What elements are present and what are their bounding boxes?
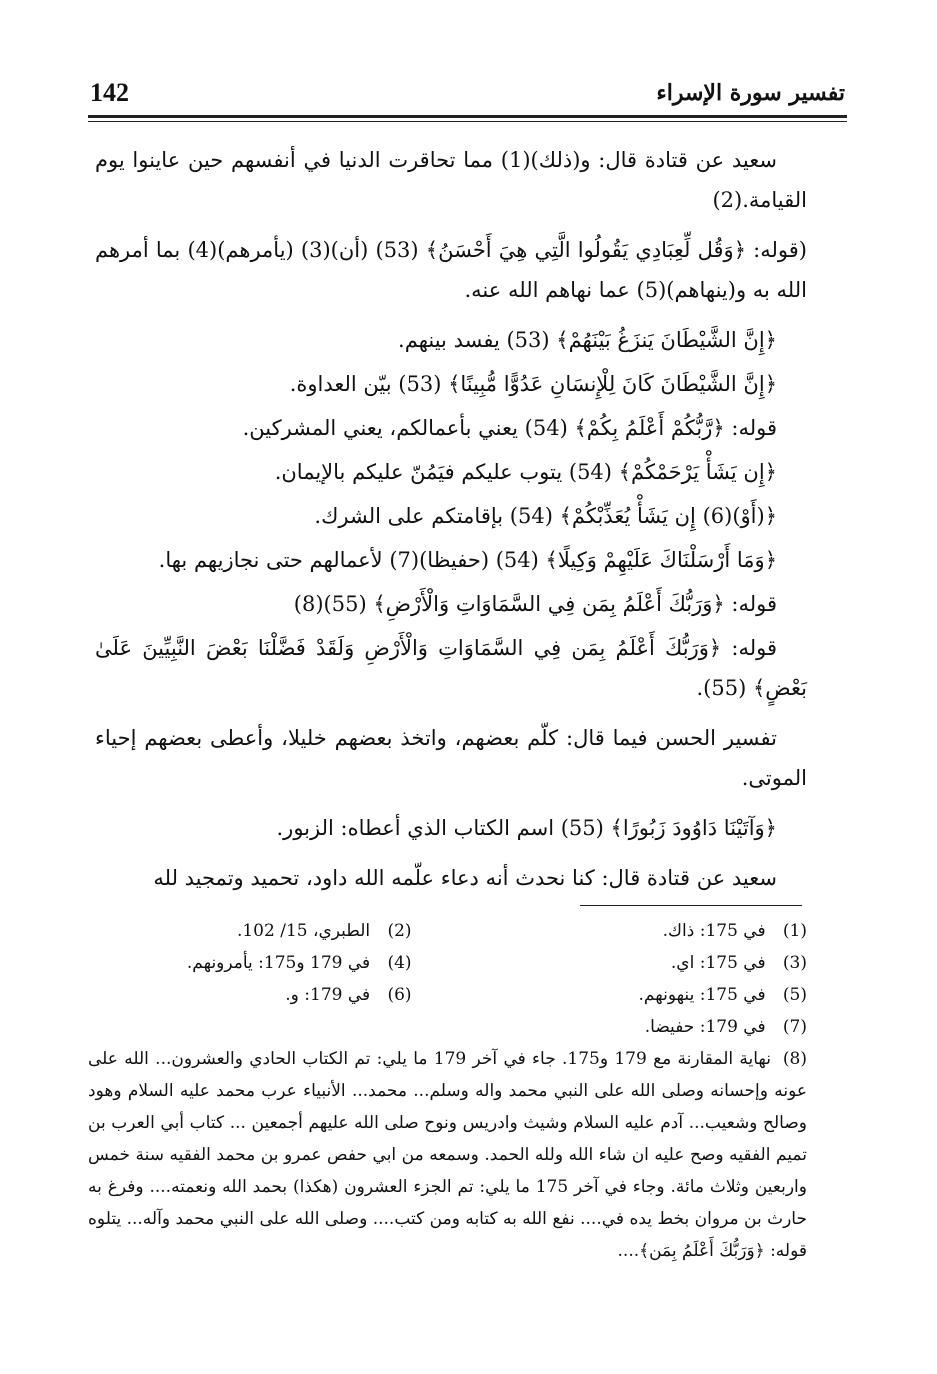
paragraph: قوله: ﴿رَّبُّكُمْ أَعْلَمُ بِكُمْ﴾ (54) يعني بأعمالكم، يعني المشركين. bbox=[242, 416, 777, 440]
paragraph: ﴿إِنَّ الشَّيْطَانَ كَانَ لِلْإِنسَانِ عَدُوًّا مُّبِينًا﴾ (53) بيّن العداوة. bbox=[289, 372, 777, 396]
footnote-row bbox=[88, 1011, 807, 1043]
footnote-number: (5) bbox=[782, 985, 807, 1005]
footnote-number: (7) bbox=[782, 1017, 807, 1037]
paragraph: قوله: ﴿وَرَبُّكَ أَعْلَمُ بِمَن فِي السَّمَاوَاتِ وَالْأَرْضِ وَلَقَدْ فَضَّلْنَا بَعْضَ النَّبِيِّينَ عَلَىٰ بَعْضٍ﴾ (55). bbox=[95, 636, 807, 700]
paragraph: (قوله: ﴿وَقُل لِّعِبَادِي يَقُولُوا الَّتِي هِيَ أَحْسَنُ﴾ (53) (أن)(3) (يأمرهم)(4) بما أمرهم الله به و(ينهاهم)(5) عما نهاهم الله عنه. bbox=[95, 238, 807, 302]
paragraph: ﴿إِنَّ الشَّيْطَانَ يَنزَغُ بَيْنَهُمْ﴾ (53) يفسد بينهم. bbox=[398, 328, 777, 352]
paragraph: سعيد عن قتادة قال: و(ذلك)(1) مما تحاقرت الدنيا في أنفسهم حين عاينوا يوم القيامة.(2) bbox=[95, 148, 807, 212]
page-header bbox=[90, 78, 845, 112]
footnote-number: (1) bbox=[782, 921, 807, 941]
paragraph: سعيد عن قتادة قال: كنا نحدث أنه دعاء علّمه الله داود، تحميد وتمجيد لله bbox=[153, 866, 777, 890]
footnote-separator bbox=[580, 905, 802, 906]
footnote-row bbox=[88, 947, 807, 979]
page-number: 142 bbox=[90, 78, 129, 107]
header-rule-thick bbox=[88, 115, 847, 118]
footnote-number: (3) bbox=[782, 953, 807, 973]
footnote-text: في 175: ينهونهم. bbox=[638, 985, 766, 1005]
running-title: تفسير سورة الإسراء bbox=[656, 80, 845, 106]
footnote-number: (8) bbox=[782, 1049, 807, 1069]
footnote-text: في 179: و. bbox=[285, 985, 371, 1005]
footnote-text: الطبري، 15/ 102. bbox=[236, 921, 371, 941]
paragraph: ﴿إِن يَشَأْ يَرْحَمْكُمْ﴾ (54) يتوب عليكم فيَمُنّ عليكم بالإيمان. bbox=[274, 460, 777, 484]
header-rule-thin bbox=[88, 121, 847, 122]
footnote-text: نهاية المقارنة مع 179 و175. جاء في آخر 179 ما يلي: تم الكتاب الحادي والعشرون... الله على عونه وإحسانه وصلى الله على النبي محمد واله وسلم... محمد... الأنبياء عرب محمد عليه السلام وهود وصالح وشعيب... آدم عليه السلام وشيث وادريس ونوح صلى الله عليهم أجمعين ... كتاب أبي العرب بن تميم الفقيه وصح عليه ان شاء الله ولله الحمد. وسمعه من ابي حفص عمرو بن محمد الفقيه سنة خمس واربعين وثلاث مائة. وجاء في آخر 175 ما يلي: تم الجزء العشرون (هكذا) بحمد الله ونعمته.... وفرغ به حارث بن مروان بخط يده في.... نفع الله به كتابه ومن كتب.... وصلى الله على النبي محمد وآله... يتلوه قوله: ﴿وَرَبُّكَ أَعْلَمُ بِمَن﴾.... bbox=[88, 1049, 807, 1261]
footnote-text: في 175: ذاك. bbox=[662, 921, 766, 941]
footnote-number: (6) bbox=[387, 985, 412, 1005]
main-text bbox=[95, 140, 807, 908]
footnote-text: في 179: حفيضا. bbox=[644, 1017, 766, 1037]
footnotes bbox=[88, 915, 807, 1267]
footnote-long bbox=[88, 1043, 807, 1267]
paragraph: ﴿(أَوْ)(6) إِن يَشَأْ يُعَذِّبْكُمْ﴾ (54) بإقامتكم على الشرك. bbox=[314, 504, 777, 528]
footnote-text: في 179 و175: يأمرونهم. bbox=[186, 953, 371, 973]
footnote-number: (2) bbox=[387, 921, 412, 941]
footnote-text: في 175: اي. bbox=[670, 953, 766, 973]
paragraph: ﴿وَآتَيْنَا دَاوُودَ زَبُورًا﴾ (55) اسم الكتاب الذي أعطاه: الزبور. bbox=[276, 816, 777, 840]
paragraph: قوله: ﴿وَرَبُّكَ أَعْلَمُ بِمَن فِي السَّمَاوَاتِ وَالْأَرْضِ﴾ (55)(8) bbox=[293, 592, 777, 616]
footnote-number: (4) bbox=[387, 953, 412, 973]
footnote-row bbox=[88, 979, 807, 1011]
footnote-row bbox=[88, 915, 807, 947]
paragraph: تفسير الحسن فيما قال: كلّم بعضهم، واتخذ بعضهم خليلا، وأعطى بعضهم إحياء الموتى. bbox=[95, 726, 807, 790]
paragraph: ﴿وَمَا أَرْسَلْنَاكَ عَلَيْهِمْ وَكِيلًا﴾ (54) (حفيظا)(7) لأعمالهم حتى نجازيهم بها. bbox=[158, 548, 777, 572]
